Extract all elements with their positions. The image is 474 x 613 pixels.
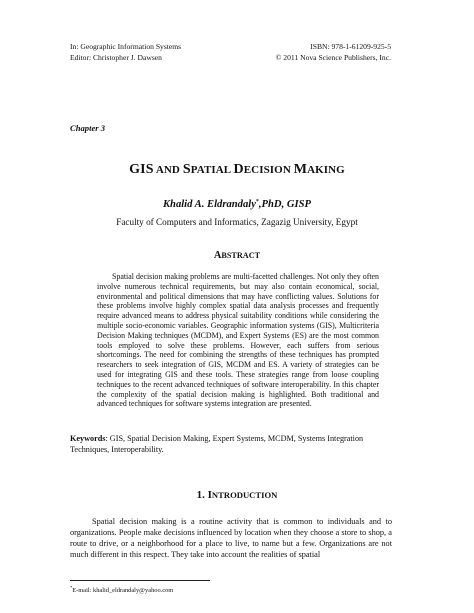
abstract-heading [0, 250, 474, 261]
title-d: D [233, 162, 244, 177]
isbn-line: ISBN: 978-1-61209-925-5 [310, 42, 391, 51]
footnote-divider [70, 580, 210, 581]
section-number: 1. [196, 489, 208, 501]
introduction-paragraph: Spatial decision making is a routine activity that is common to individuals and to organizations. People make decisions influenced by location when they choose a store to shop, a route to drive, or a neighborhood for a place to live, to name but a few. Organizations are not much different in this respect. They take into account the realities of spatial [70, 517, 392, 559]
author-footnote-mark: * [255, 199, 259, 205]
footnote-mark: * [70, 585, 73, 590]
footnote-email: E-mail: khalid_eldrandaly@yahoo.com [72, 587, 174, 594]
abstract-heading-small: BSTRACT [221, 251, 261, 260]
title-s: S [182, 162, 191, 177]
abstract-heading-big: A [213, 250, 222, 261]
running-header-left [70, 42, 181, 63]
author-name: Khalid A. Eldrandaly [162, 199, 256, 210]
section-heading-big: I [207, 489, 212, 501]
author-line [0, 199, 474, 210]
footnote [70, 585, 173, 594]
keywords-paragraph [70, 433, 392, 455]
title-patial: PATIAL [190, 164, 234, 176]
author-credentials: ,PhD, GISP [258, 199, 312, 210]
running-header-right [276, 42, 391, 63]
abstract-body: Spatial decision making problems are multi-facetted challenges. Not only they often involve numerous technical requirements, but may also contain economical, social, environmental and political dimensions that may have conflicting values. Solutions for these problems involve highly complex spatial data analysis processes and frequently require advanced means to address physical suitability conditions while considering the multiple socio-economic variables. Geographic information systems (GIS), Multicriteria Decision Making techniques (MCDM), and Expert Systems (ES) are the most common tools employed to solve these problems. However, each suffers from serious shortcomings. The need for combining the strengths of these techniques has prompted researchers to seek integration of GIS, MCDM and ES. A variety of strategies can be used for integrating GIS and these tools. These strategies range from loose coupling techniques to the recent advanced techniques of software interoperability. In this chapter the complexity of the spatial decision making is highlighted. Both traditional and advanced techniques for software systems integration are presented. [97, 272, 379, 409]
title-ecision: ECISION [243, 164, 294, 176]
title-gis: GIS [129, 162, 154, 177]
book-title-line: In: Geographic Information Systems [70, 42, 182, 51]
chapter-title [0, 162, 474, 178]
editor-line: Editor: Christopher J. Dawsen [70, 52, 162, 62]
keywords-list: : GIS, Spatial Decision Making, Expert Systems, MCDM, Systems Integration Techniques, Interoperability. [70, 434, 364, 454]
chapter-label: Chapter 3 [70, 123, 106, 133]
title-m: M [293, 162, 308, 177]
author-affiliation: Faculty of Computers and Informatics, Zagazig University, Egypt [116, 217, 358, 227]
section-heading-introduction [0, 489, 474, 501]
title-and: AND [153, 164, 183, 176]
title-aking: AKING [307, 164, 345, 176]
section-heading-small: NTRODUCTION [211, 490, 278, 500]
copyright-line: © 2011 Nova Science Publishers, Inc. [275, 52, 391, 62]
keywords-label: Keywords [70, 434, 106, 443]
